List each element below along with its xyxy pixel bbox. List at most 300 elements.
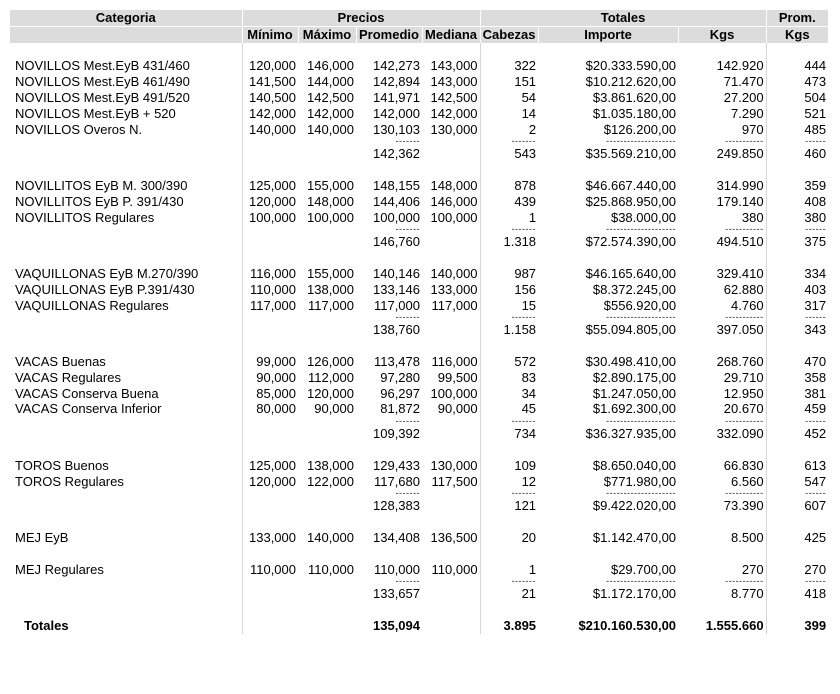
separator-cabezas: -------: [480, 313, 538, 322]
separator-cabezas: -------: [480, 489, 538, 498]
spacer-cell: [538, 442, 678, 458]
header-mediana: Mediana: [422, 26, 480, 42]
cabezas-cell: 34: [480, 386, 538, 402]
prom-kgs-cell: 359: [766, 178, 828, 194]
totals-prom-kgs: 399: [766, 618, 828, 634]
table-row: [10, 386, 828, 402]
header-kgs: Kgs: [678, 26, 766, 42]
spacer-cell: [766, 442, 828, 458]
separator-kgs: -----------: [725, 313, 764, 323]
promedio-cell: 117,680: [373, 473, 420, 489]
kgs-cell: 27.200: [723, 89, 764, 105]
cabezas-cell: 156: [480, 282, 538, 298]
category-cell: NOVILLOS Overos N.: [15, 121, 143, 137]
minimo-cell: 120,000: [242, 474, 298, 490]
importe-cell: $20.333.590,00: [585, 58, 677, 74]
promedio-cell: 110,000: [373, 561, 420, 577]
minimo-cell: 120,000: [242, 194, 298, 210]
spacer-cell: [678, 338, 766, 354]
importe-cell: $8.372.245,00: [592, 281, 677, 297]
promedio-cell: 148,155: [373, 177, 420, 193]
header-blank: [10, 26, 242, 42]
totals-row: [10, 618, 828, 634]
prom-kgs-cell: 425: [766, 530, 828, 546]
separator-kgs: -----------: [725, 489, 764, 499]
separator-prom: ------: [766, 577, 828, 586]
importe-cell: $2.890.175,00: [592, 369, 677, 385]
table-row: [10, 282, 828, 298]
spacer-cell: [678, 514, 766, 530]
importe-cell: $1.692.300,00: [592, 401, 677, 417]
spacer-cell: [422, 602, 480, 618]
prom-kgs-cell: 473: [766, 74, 828, 90]
spacer-cell: [480, 442, 538, 458]
cabezas-cell: 109: [480, 458, 538, 474]
table-row: [10, 58, 828, 74]
spacer-cell: [766, 338, 828, 354]
separator-blank: [10, 137, 242, 146]
subtotal-separator: [10, 417, 828, 426]
separator-prom: ------: [766, 489, 828, 498]
subtotal-separator: [10, 137, 828, 146]
separator-prom: ------: [766, 417, 828, 426]
subtotal-separator: [10, 489, 828, 498]
subtotal-prom-kgs: 418: [766, 586, 828, 602]
kgs-cell: 4.760: [731, 297, 764, 313]
subtotal-blank: [10, 234, 242, 250]
prom-kgs-cell: 270: [766, 562, 828, 578]
promedio-cell: 129,433: [373, 457, 420, 473]
mediana-cell: 142,500: [430, 89, 478, 105]
spacer-cell: [538, 602, 678, 618]
subtotal-row: [10, 146, 828, 162]
cabezas-cell: 1: [480, 210, 538, 226]
promedio-cell: 117,000: [373, 297, 420, 313]
spacer-cell: [298, 250, 356, 266]
spacer-cell: [766, 546, 828, 562]
totals-blank: [298, 618, 356, 634]
spacer-cell: [10, 250, 242, 266]
minimo-cell: 100,000: [242, 210, 298, 226]
subtotal-blank: [422, 146, 480, 162]
maximo-cell: 148,000: [307, 193, 354, 209]
spacer-cell: [422, 250, 480, 266]
spacer-cell: [678, 546, 766, 562]
spacer-cell: [678, 43, 766, 59]
importe-cell: $1.142.470,00: [592, 529, 677, 545]
kgs-cell: 329.410: [716, 265, 764, 281]
maximo-cell: 138,000: [307, 457, 354, 473]
importe-cell: $38.000,00: [610, 209, 677, 225]
prom-kgs-cell: 381: [766, 386, 828, 402]
table-row: [10, 210, 828, 226]
separator-blank: [10, 225, 242, 234]
spacer-cell: [480, 43, 538, 59]
spacer-cell: [356, 514, 422, 530]
promedio-cell: 97,280: [380, 369, 420, 385]
kgs-cell: 12.950: [723, 385, 764, 401]
category-cell: MEJ Regulares: [15, 561, 104, 577]
importe-cell: $771.980,00: [603, 473, 677, 489]
separator-promedio: -------: [395, 417, 420, 427]
livestock-price-report: [10, 10, 828, 634]
spacer-cell: [10, 514, 242, 530]
subtotal-prom-kgs: 452: [766, 426, 828, 442]
mediana-cell: 100,000: [430, 209, 478, 225]
importe-cell: $8.650.040,00: [592, 457, 677, 473]
spacer-cell: [538, 162, 678, 178]
separator-kgs: -----------: [725, 137, 764, 147]
spacer-cell: [422, 546, 480, 562]
spacer-cell: [538, 338, 678, 354]
separator-blank: [422, 313, 480, 322]
prom-kgs-cell: 358: [766, 370, 828, 386]
spacer-cell: [242, 546, 298, 562]
prom-kgs-cell: 470: [766, 354, 828, 370]
promedio-cell: 142,000: [373, 105, 420, 121]
subtotal-promedio: 128,383: [373, 498, 420, 514]
table-row: [10, 106, 828, 122]
spacer-cell: [678, 602, 766, 618]
maximo-cell: 138,000: [307, 281, 354, 297]
maximo-cell: 155,000: [307, 177, 354, 193]
subtotal-row: [10, 498, 828, 514]
maximo-cell: 146,000: [307, 58, 354, 74]
prom-kgs-cell: 444: [766, 58, 828, 74]
minimo-cell: 141,500: [242, 74, 298, 90]
spacer-cell: [678, 162, 766, 178]
promedio-cell: 96,297: [380, 385, 420, 401]
subtotal-importe: $36.327.935,00: [585, 426, 677, 442]
minimo-cell: 125,000: [242, 458, 298, 474]
mediana-cell: 117,000: [431, 297, 478, 313]
separator-blank: [422, 489, 480, 498]
spacer-cell: [356, 546, 422, 562]
spacer-cell: [10, 162, 242, 178]
subtotal-cabezas: 1.318: [480, 234, 538, 250]
spacer-cell: [242, 250, 298, 266]
subtotal-promedio: 138,760: [373, 322, 420, 338]
spacer-cell: [298, 442, 356, 458]
subtotal-blank: [298, 146, 356, 162]
category-cell: VAQUILLONAS EyB M.270/390: [15, 265, 199, 281]
subtotal-kgs: 8.770: [731, 586, 764, 602]
promedio-cell: 142,273: [373, 58, 420, 74]
spacer-row: [10, 250, 828, 266]
spacer-cell: [242, 442, 298, 458]
category-cell: MEJ EyB: [15, 529, 69, 545]
separator-blank: [298, 417, 356, 426]
subtotal-kgs: 494.510: [716, 234, 764, 250]
subtotal-importe: $9.422.020,00: [592, 498, 677, 514]
subtotal-kgs: 73.390: [723, 498, 764, 514]
spacer-cell: [678, 442, 766, 458]
category-cell: VACAS Buenas: [15, 353, 106, 369]
mediana-cell: 146,000: [430, 193, 478, 209]
spacer-cell: [480, 514, 538, 530]
subtotal-prom-kgs: 375: [766, 234, 828, 250]
kgs-cell: 970: [741, 121, 764, 137]
spacer-cell: [766, 162, 828, 178]
importe-cell: $3.861.620,00: [592, 89, 677, 105]
importe-cell: $29.700,00: [610, 561, 677, 577]
kgs-cell: 270: [741, 561, 764, 577]
spacer-cell: [298, 338, 356, 354]
cabezas-cell: 14: [480, 106, 538, 122]
importe-cell: $556.920,00: [603, 297, 677, 313]
subtotal-promedio: 109,392: [373, 426, 420, 442]
spacer-row: [10, 546, 828, 562]
table-row: [10, 370, 828, 386]
maximo-cell: 155,000: [307, 265, 354, 281]
maximo-cell: 144,000: [307, 74, 354, 90]
subtotal-blank: [242, 498, 298, 514]
prom-kgs-cell: 334: [766, 266, 828, 282]
subtotal-separator: [10, 225, 828, 234]
header-prom-kgs: Kgs: [766, 26, 828, 42]
maximo-cell: 142,500: [307, 89, 354, 105]
separator-kgs: -----------: [725, 577, 764, 587]
mediana-cell: 133,000: [430, 281, 478, 297]
kgs-cell: 8.500: [731, 529, 764, 545]
spacer-cell: [10, 442, 242, 458]
totals-cabezas: 3.895: [480, 618, 538, 634]
subtotal-blank: [422, 498, 480, 514]
separator-importe: --------------------: [606, 225, 677, 235]
separator-blank: [422, 417, 480, 426]
spacer-row: [10, 514, 828, 530]
subtotal-prom-kgs: 607: [766, 498, 828, 514]
table-row: [10, 266, 828, 282]
mediana-cell: 99,500: [437, 369, 478, 385]
separator-blank: [242, 225, 298, 234]
prom-kgs-cell: 380: [766, 210, 828, 226]
minimo-cell: 133,000: [242, 530, 298, 546]
subtotal-kgs: 249.850: [716, 146, 764, 162]
minimo-cell: 120,000: [242, 58, 298, 74]
spacer-cell: [356, 338, 422, 354]
separator-blank: [298, 313, 356, 322]
table-row: [10, 401, 828, 417]
subtotal-promedio: 146,760: [373, 234, 420, 250]
category-cell: NOVILLITOS Regulares: [15, 209, 155, 225]
spacer-cell: [242, 43, 298, 59]
separator-cabezas: -------: [480, 577, 538, 586]
spacer-cell: [10, 602, 242, 618]
spacer-cell: [422, 514, 480, 530]
minimo-cell: 140,000: [242, 122, 298, 138]
category-cell: NOVILLOS Mest.EyB 491/520: [15, 89, 190, 105]
header-importe: Importe: [538, 26, 678, 42]
separator-promedio: -------: [395, 489, 420, 499]
spacer-cell: [298, 514, 356, 530]
spacer-cell: [422, 442, 480, 458]
spacer-row: [10, 43, 828, 59]
separator-kgs: -----------: [725, 225, 764, 235]
subtotal-kgs: 332.090: [716, 426, 764, 442]
separator-promedio: -------: [395, 577, 420, 587]
header-maximo: Máximo: [298, 26, 356, 42]
report-body: [10, 43, 828, 634]
prom-kgs-cell: 613: [766, 458, 828, 474]
subtotal-blank: [298, 426, 356, 442]
separator-blank: [298, 137, 356, 146]
minimo-cell: 85,000: [242, 386, 298, 402]
cabezas-cell: 54: [480, 90, 538, 106]
spacer-cell: [356, 602, 422, 618]
promedio-cell: 113,478: [373, 353, 420, 369]
separator-importe: --------------------: [606, 489, 677, 499]
kgs-cell: 6.560: [731, 473, 764, 489]
maximo-cell: 122,000: [307, 473, 354, 489]
subtotal-importe: $1.172.170,00: [592, 586, 677, 602]
importe-cell: $1.035.180,00: [592, 105, 677, 121]
cabezas-cell: 2: [480, 122, 538, 138]
cabezas-cell: 12: [480, 474, 538, 490]
table-row: [10, 74, 828, 90]
spacer-cell: [10, 43, 242, 59]
maximo-cell: 120,000: [307, 385, 354, 401]
table-row: [10, 90, 828, 106]
subtotal-blank: [10, 498, 242, 514]
prom-kgs-cell: 459: [766, 401, 828, 417]
subtotal-promedio: 142,362: [373, 146, 420, 162]
mediana-cell: 117,500: [431, 473, 478, 489]
subtotal-blank: [298, 322, 356, 338]
separator-cabezas: -------: [480, 417, 538, 426]
importe-cell: $25.868.950,00: [585, 193, 677, 209]
kgs-cell: 314.990: [716, 177, 764, 193]
category-cell: NOVILLOS Mest.EyB + 520: [15, 105, 176, 121]
cabezas-cell: 987: [480, 266, 538, 282]
separator-blank: [10, 313, 242, 322]
subtotal-promedio: 133,657: [373, 586, 420, 602]
spacer-cell: [242, 602, 298, 618]
kgs-cell: 268.760: [716, 353, 764, 369]
kgs-cell: 179.140: [716, 193, 764, 209]
separator-blank: [10, 489, 242, 498]
mediana-cell: 140,000: [430, 265, 478, 281]
importe-cell: $46.667.440,00: [585, 177, 677, 193]
subtotal-prom-kgs: 460: [766, 146, 828, 162]
importe-cell: $46.165.640,00: [585, 265, 677, 281]
cabezas-cell: 322: [480, 58, 538, 74]
spacer-row: [10, 442, 828, 458]
maximo-cell: 100,000: [307, 209, 354, 225]
table-row: [10, 458, 828, 474]
spacer-cell: [356, 442, 422, 458]
minimo-cell: 140,500: [242, 90, 298, 106]
totals-importe: $210.160.530,00: [578, 617, 677, 633]
spacer-cell: [538, 250, 678, 266]
header-prom: Prom.: [766, 10, 828, 26]
separator-cabezas: -------: [480, 225, 538, 234]
promedio-cell: 144,406: [373, 193, 420, 209]
separator-blank: [422, 225, 480, 234]
spacer-cell: [480, 250, 538, 266]
subtotal-cabezas: 543: [480, 146, 538, 162]
header-row-columns: [10, 26, 828, 42]
kgs-cell: 20.670: [723, 401, 764, 417]
promedio-cell: 141,971: [373, 89, 420, 105]
kgs-cell: 71.470: [723, 74, 764, 90]
maximo-cell: 117,000: [307, 297, 354, 313]
cabezas-cell: 1: [480, 562, 538, 578]
spacer-cell: [356, 162, 422, 178]
kgs-cell: 7.290: [731, 105, 764, 121]
mediana-cell: 90,000: [437, 401, 478, 417]
spacer-cell: [538, 514, 678, 530]
separator-kgs: -----------: [725, 417, 764, 427]
minimo-cell: 117,000: [242, 298, 298, 314]
header-minimo: Mínimo: [242, 26, 298, 42]
subtotal-blank: [298, 234, 356, 250]
separator-promedio: -------: [395, 313, 420, 323]
mediana-cell: 130,000: [430, 457, 478, 473]
separator-blank: [242, 489, 298, 498]
promedio-cell: 142,894: [373, 74, 420, 90]
subtotal-row: [10, 426, 828, 442]
header-totales: Totales: [480, 10, 766, 26]
subtotal-blank: [242, 426, 298, 442]
spacer-cell: [678, 250, 766, 266]
subtotal-blank: [242, 322, 298, 338]
spacer-cell: [356, 43, 422, 59]
header-cabezas: Cabezas: [480, 26, 538, 42]
subtotal-row: [10, 322, 828, 338]
subtotal-separator: [10, 313, 828, 322]
cabezas-cell: 20: [480, 530, 538, 546]
mediana-cell: 110,000: [431, 561, 478, 577]
separator-promedio: -------: [395, 225, 420, 235]
kgs-cell: 380: [741, 209, 764, 225]
category-cell: NOVILLITOS EyB M. 300/390: [15, 177, 188, 193]
spacer-cell: [538, 546, 678, 562]
kgs-cell: 62.880: [723, 281, 764, 297]
subtotal-prom-kgs: 343: [766, 322, 828, 338]
subtotal-cabezas: 21: [480, 586, 538, 602]
spacer-cell: [480, 602, 538, 618]
mediana-cell: 142,000: [430, 105, 478, 121]
subtotal-blank: [242, 146, 298, 162]
prom-kgs-cell: 408: [766, 194, 828, 210]
promedio-cell: 140,146: [373, 265, 420, 281]
header-row-groups: [10, 10, 828, 26]
kgs-cell: 66.830: [723, 457, 764, 473]
spacer-cell: [422, 338, 480, 354]
mediana-cell: 143,000: [430, 58, 478, 74]
separator-importe: --------------------: [606, 313, 677, 323]
spacer-cell: [298, 546, 356, 562]
subtotal-kgs: 397.050: [716, 322, 764, 338]
promedio-cell: 134,408: [373, 529, 420, 545]
spacer-cell: [480, 162, 538, 178]
maximo-cell: 126,000: [307, 353, 354, 369]
subtotal-cabezas: 734: [480, 426, 538, 442]
table-row: [10, 298, 828, 314]
minimo-cell: 90,000: [242, 370, 298, 386]
prom-kgs-cell: 403: [766, 282, 828, 298]
category-cell: TOROS Buenos: [15, 457, 109, 473]
minimo-cell: 110,000: [242, 282, 298, 298]
kgs-cell: 29.710: [723, 369, 764, 385]
category-cell: VACAS Regulares: [15, 369, 121, 385]
separator-cabezas: -------: [480, 137, 538, 146]
totals-label: Totales: [24, 617, 69, 633]
header-precios: Precios: [242, 10, 480, 26]
maximo-cell: 112,000: [307, 369, 354, 385]
separator-blank: [298, 489, 356, 498]
